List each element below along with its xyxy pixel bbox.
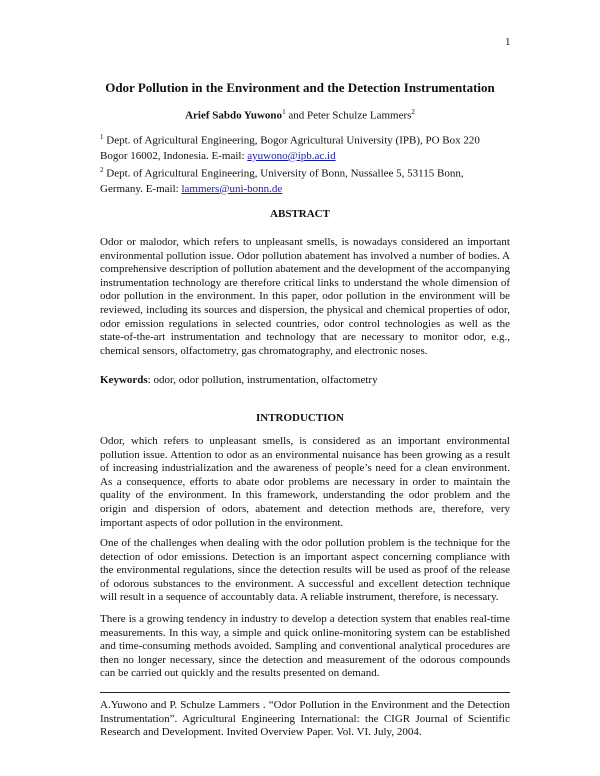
affiliation-2-email-link[interactable]: lammers@uni-bonn.de xyxy=(181,182,283,195)
intro-paragraph-3: There is a growing tendency in industry to develop a detection system that enables real-time measurements. In this way, a simple and quick online-monitoring system can be established and time-consuming methods avoided. Sampling and conventional analytical procedures are then no longer necessary, since the detection and measurement of the odorous compounds can be carried out quickly and the results presented on demand. xyxy=(100,613,510,680)
keywords-text: : odor, odor pollution, instrumentation, olfactometry xyxy=(147,374,378,386)
abstract-heading: ABSTRACT xyxy=(270,208,330,220)
author-1-mark: 1 xyxy=(282,108,286,116)
affiliation-1 xyxy=(100,130,500,164)
affiliation-1-email-link[interactable]: ayuwono@ipb.ac.id xyxy=(247,149,336,162)
paper-title: Odor Pollution in the Environment and the Detection Instrumentation xyxy=(105,80,495,95)
intro-paragraph-1: Odor, which refers to unpleasant smells, is considered as an important environmental pollution issue. Attention to odor as an environmental nuisance has been growing as a result of increasing industrialization and the awareness of people’s need for a clean environment. As a consequence, efforts to abate odor problems are necessary in order to maintain the quality of the environment. In this framework, understanding the odor problem and the origin and dispersion of odors, abatement and detection methods are, therefore, very important aspects of odor pollution in the environment. xyxy=(100,435,510,529)
footer-citation: A.Yuwono and P. Schulze Lammers . “Odor Pollution in the Environment and the Detection Instrumentation”. Agricultural Engineering International: the CIGR Journal of Scientific Research and Development. Invited Overview Paper. Vol. VI. July, 2004. xyxy=(100,699,510,738)
author-1-name: Arief Sabdo Yuwono xyxy=(185,109,283,122)
keywords-label: Keywords xyxy=(100,374,148,386)
page-number: 1 xyxy=(505,36,511,48)
author-connector: and Peter Schulze Lammers xyxy=(285,109,412,122)
affiliation-2 xyxy=(100,163,500,197)
introduction-heading: INTRODUCTION xyxy=(255,412,344,424)
author-2-mark: 2 xyxy=(411,108,415,116)
footer-divider xyxy=(100,692,510,693)
keywords-line xyxy=(100,374,510,388)
affiliation-2-mark: 2 xyxy=(100,166,104,174)
intro-paragraph-2: One of the challenges when dealing with the odor pollution problem is the technique for the detection of odor emissions. Detection is an important aspect concerning compliance with the environmental regulations, since the detection results will be used as proof of the release of odorous substances to the environment. A successful and excellent detection technique will result in a sequence of accountably data. A reliable instrument, therefore, is necessary. xyxy=(100,537,510,604)
affiliation-1-mark: 1 xyxy=(100,133,104,141)
affiliation-1-text: Dept. of Agricultural Engineering, Bogor Agricultural University (IPB), PO Box 220 Bogor 16002, Indonesia. E-mail: xyxy=(100,134,480,162)
affiliation-2-text: Dept. of Agricultural Engineering, University of Bonn, Nussallee 5, 53115 Bonn, Germany. E-mail: xyxy=(100,167,464,195)
author-line xyxy=(0,108,600,122)
abstract-text: Odor or malodor, which refers to unpleasant smells, is nowadays considered an important environmental pollution issue. Odor pollution abatement has involved a number of bodies. A comprehensive description of pollution abatement and the development of the accompanying instrumentation technology are therefore critical links to understand the whole dimension of odor pollution in the environment. In this paper, odor pollution in the environment will be reviewed, including its sources and dispersion, the physical and chemical properties of odor, odor emission regulations in selected countries, odor control technologies as well as the state-of-the-art instrumentation and technology that are necessary to monitor odor, e.g., chemical sensors, olfactometry, gas chromatography, and electronic noses. xyxy=(100,236,510,357)
